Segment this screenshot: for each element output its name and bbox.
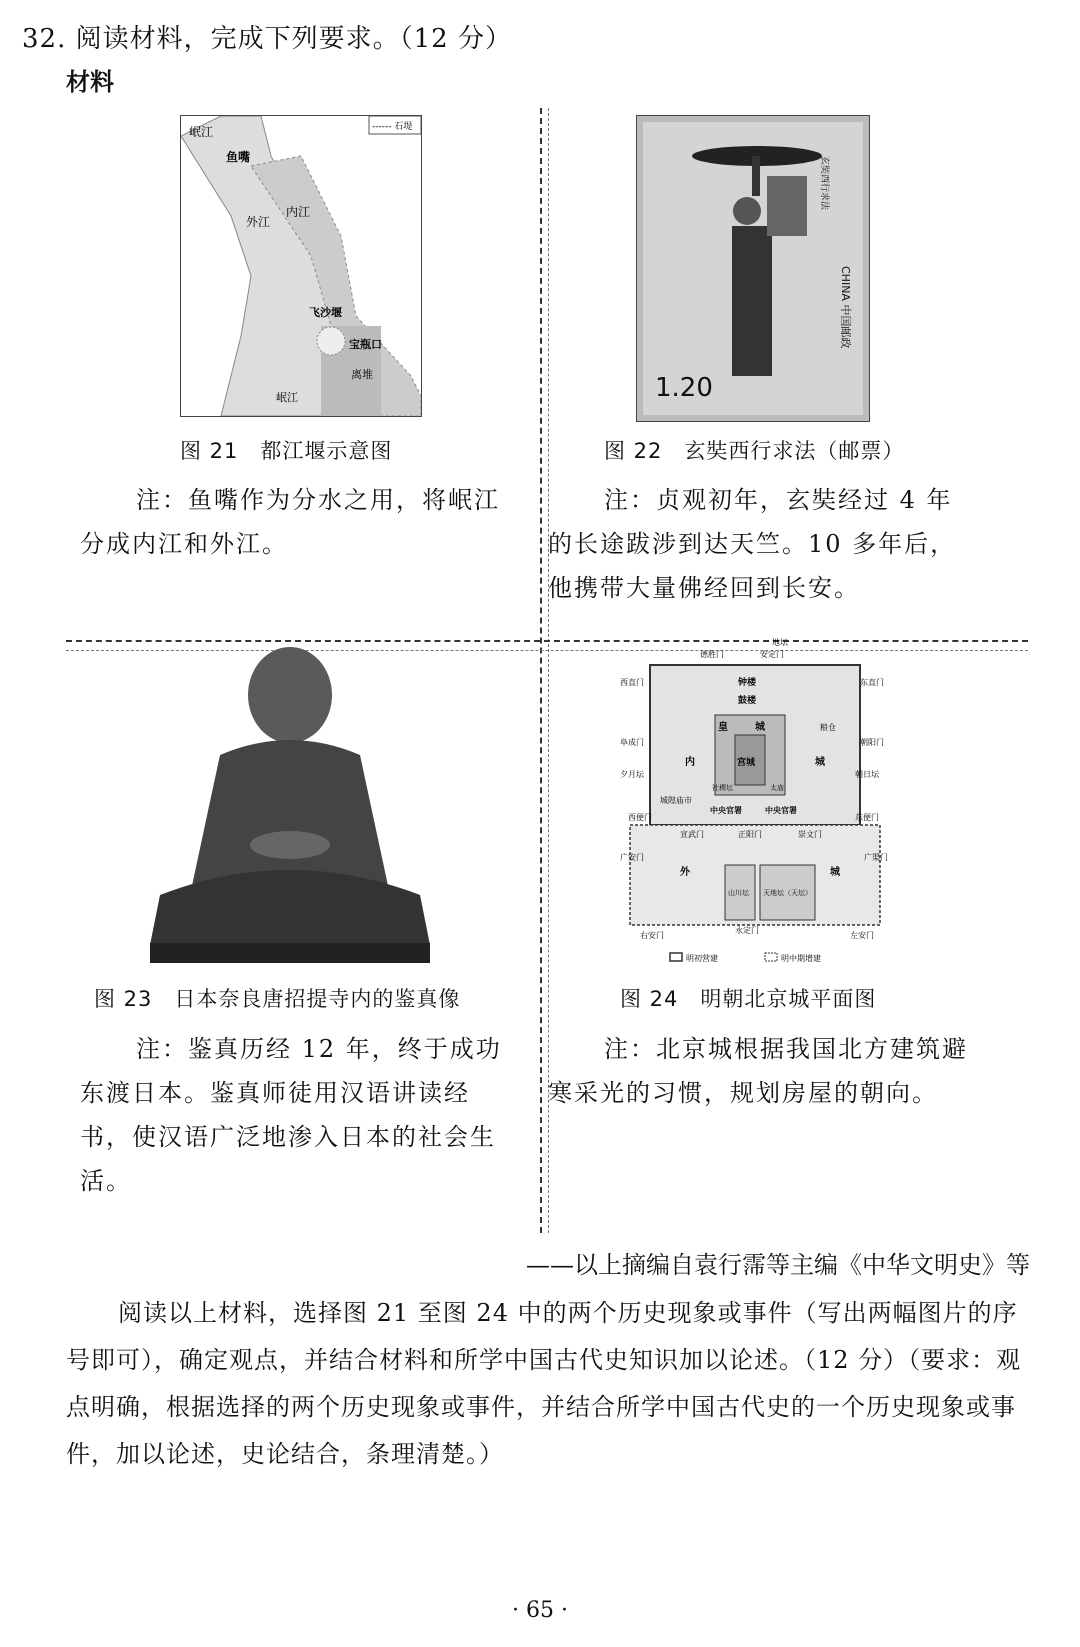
question-prompt: 阅读以上材料，选择图 21 至图 24 中的两个历史现象或事件（写出两幅图片的序号即可），确定观点，并结合材料和所学中国古代史知识加以论述。（12 分）（要求：观点明确，根据选择的两个历史现象或事件，并结合所学中国古代史的一个历史现象或事件，加以论述，史论结合，条理清楚。） [66,1299,1022,1468]
label-nei-cheng: 城 [815,757,825,768]
caption-fig23: 图 23 日本奈良唐招提寺内的鉴真像 [94,987,461,1011]
label-ritan: 朝日坛 [855,770,879,779]
label-fuchengmen: 阜成门 [620,738,644,747]
note-fig21: 注：鱼嘴作为分水之用，将岷江分成内江和外江。 [80,486,500,558]
label-dongzhimen: 东直门 [860,678,884,687]
material-label: 材料 [66,68,114,96]
vertical-divider [540,108,542,1233]
label-baopingkou: 宝瓶口 [349,338,382,351]
caption-fig21: 图 21 都江堰示意图 [180,439,393,463]
source-attribution: ——以上摘编自袁行霈等主编《中华文明史》等 [526,1251,1030,1279]
question-title: 32. 阅读材料，完成下列要求。（12 分） [22,24,512,54]
dujiangyan-map [180,115,422,417]
jianzhen-statue [150,645,430,965]
label-xibianmen: 西便门 [628,813,652,822]
label-guangqumen: 广渠门 [864,853,888,862]
label-guanshu-west: 中央官署 [710,806,742,815]
label-nei: 内 [685,757,695,768]
stamp-series: 玄奘西行求法 [819,156,829,211]
label-lidui: 离堆 [351,368,373,381]
label-outer-river: 外江 [246,215,271,229]
note-fig22: 注：贞观初年，玄奘经过 4 年的长途跋涉到达天竺。10 多年后，他携带大量佛经回到长安。 [548,486,957,602]
stamp-value: 1.20 [655,373,713,403]
label-deshengmen: 德胜门 [700,650,724,659]
label-chenghuangmiao: 城隍庙市 [660,796,692,805]
page-number: · 65 · [512,1598,568,1623]
label-minjiang-top: 岷江 [189,125,214,139]
caption-fig22: 图 22 玄奘西行求法（邮票） [604,439,905,463]
label-ditan: 地坛 [772,638,788,647]
label-chaoyangmen: 朝阳门 [860,738,884,747]
legend-ming-mid: 明中期增建 [781,954,821,963]
label-shanchuantan: 山川坛 [728,889,749,897]
label-chongwenmen: 崇文门 [798,830,822,839]
beijing-city-plan [620,635,890,970]
label-yuzui: 鱼嘴 [226,150,251,164]
label-wai-cheng: 城 [830,867,840,878]
label-minjiang-bottom: 岷江 [276,391,298,404]
label-wai: 外 [680,867,690,878]
label-taimiao: 太庙 [770,784,784,792]
label-huang-cheng: 城 [755,722,765,733]
label-inner-river: 内江 [286,205,311,219]
caption-fig24: 图 24 明朝北京城平面图 [620,987,877,1011]
label-yuetan: 夕月坛 [620,770,644,779]
label-guanshu-east: 中央官署 [765,806,797,815]
label-andingmen: 安定门 [760,650,784,659]
label-shejitan: 社稷坛 [712,784,733,792]
label-gulou: 鼓楼 [738,696,757,706]
label-liangcang: 粮仓 [820,723,836,732]
label-zuoanmen: 左安门 [850,931,874,940]
label-zhonglou: 钟楼 [738,678,757,688]
label-gongcheng: 宫城 [737,758,756,768]
label-xizhimen: 西直门 [620,678,644,687]
label-dongbianmen: 东便门 [855,813,879,822]
label-feishayan: 飞沙堰 [309,306,342,319]
label-huang: 皇 [718,722,728,733]
label-youanmen: 右安门 [640,931,664,940]
label-tiantan: 天地坛（天坛） [763,889,812,897]
note-fig24: 注：北京城根据我国北方建筑避寒采光的习惯，规划房屋的朝向。 [548,1035,968,1107]
label-yongdingmen: 永定门 [735,926,759,935]
label-xuanwumen: 宣武门 [680,830,704,839]
label-guanganmen: 广安门 [620,853,644,862]
label-zhengyangmen: 正阳门 [738,830,762,839]
note-fig23: 注：鉴真历经 12 年，终于成功东渡日本。鉴真师徒用汉语讲读经书，使汉语广泛地渗入日本的社会生活。 [80,1035,502,1195]
legend-ming-early: 明初营建 [686,954,718,963]
map-legend: ------ 石堤 [372,122,413,132]
xuanzang-stamp [636,115,870,422]
stamp-country: CHINA 中国邮政 [839,266,852,349]
